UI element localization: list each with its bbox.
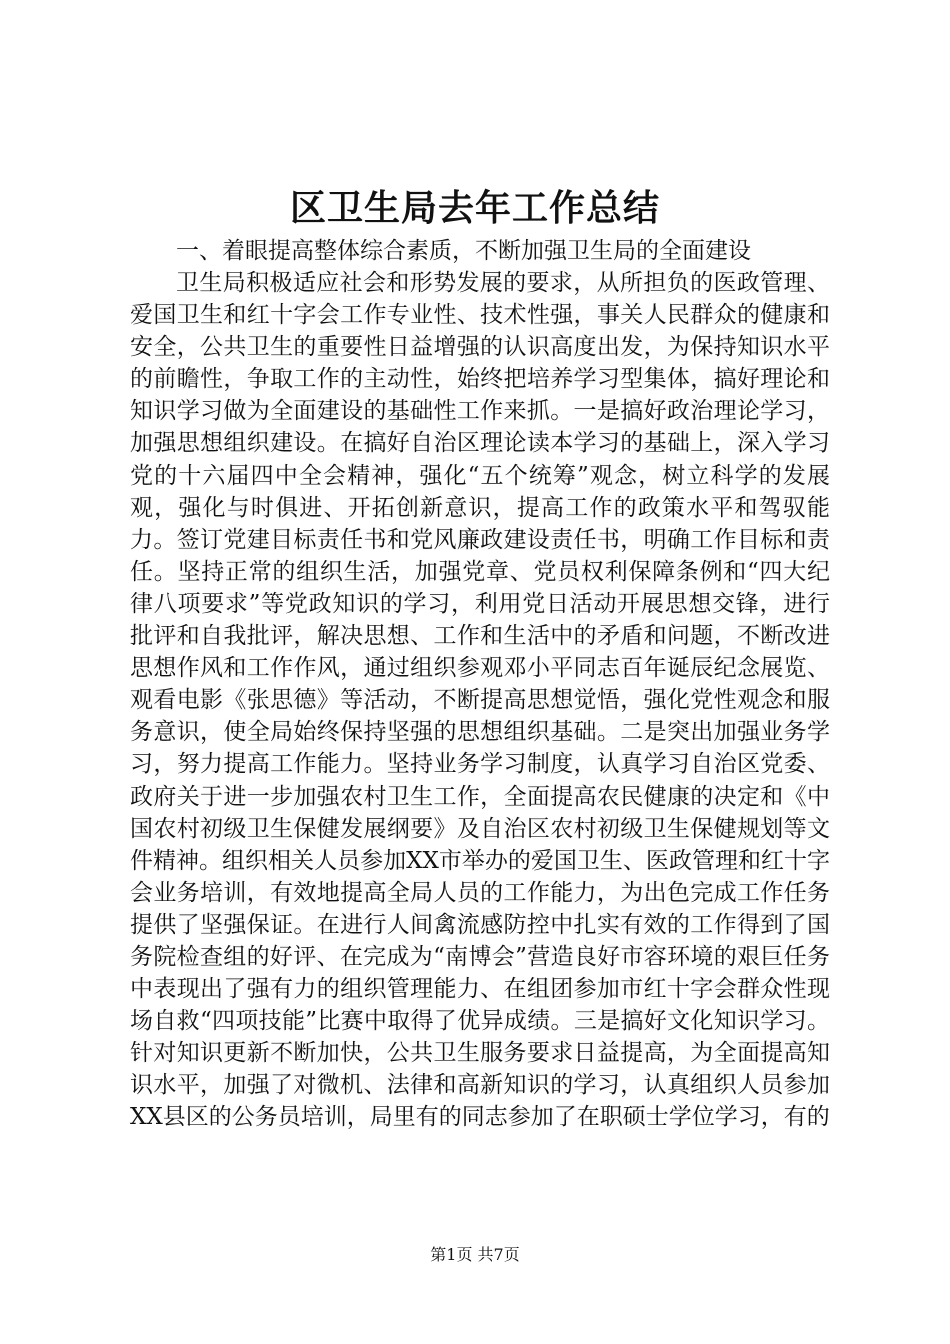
document-title: 区卫生局去年工作总结 <box>289 187 660 229</box>
page-footer: 第1页 共7页 <box>430 1245 520 1264</box>
section-heading: 一、着眼提高整体综合素质，不断加强卫生局的全面建设 <box>176 238 751 264</box>
body-paragraph: 卫生局积极适应社会和形势发展的要求，从所担负的医政管理、爱国卫生和红十字会工作专业性、技术性强，事关人民群众的健康和安全，公共卫生的重要性日益增强的认识高度出发，为保持知识水平的前瞻性，争取工作的主动性，始终把培养学习型集体，搞好理论和知识学习做为全面建设的基础性工作来抓。一是搞好政治理论学习，加强思想组织建设。在搞好自治区理论读本学习的基础上，深入学习党的十六届四中全会精神，强化“五个统筹”观念，树立科学的发展观，强化与时俱进、开拓创新意识，提高工作的政策水平和驾驭能力。签订党建目标责任书和党风廉政建设责任书，明确工作目标和责任。坚持正常的组织生活，加强党章、党员权利保障条例和“四大纪律八项要求”等党政知识的学习，利用党日活动开展思想交锋，进行批评和自我批评，解决思想、工作和生活中的矛盾和问题，不断改进思想作风和工作作风，通过组织参观邓小平同志百年诞辰纪念展览、观看电影《张思德》等活动，不断提高思想觉悟，强化党性观念和服务意识，使全局始终保持坚强的思想组织基础。二是突出加强业务学习，努力提高工作能力。坚持业务学习制度，认真学习自治区党委、政府关于进一步加强农村卫生工作，全面提高农民健康的决定和《中国农村初级卫生保健发展纲要》及自治区农村初级卫生保健规划等文件精神。组织相关人员参加XX市举办的爱国卫生、医政管理和红十字会业务培训，有效地提高全局人员的工作能力，为出色完成工作任务提供了坚强保证。在进行人间禽流感防控中扎实有效的工作得到了国务院检查组的好评、在完成为“南博会”营造良好市容环境的艰巨任务中表现出了强有力的组织管理能力、在组团参加市红十字会群众性现场自救“四项技能”比赛中取得了优异成绩。三是搞好文化知识学习。针对知识更新不断加快，公共卫生服务要求日益提高，为全面提高知识水平，加强了对微机、法律和高新知识的学习，认真组织人员参加XX县区的公务员培训，局里有的同志参加了在职硕士学位学习，有的 <box>130 270 830 1131</box>
